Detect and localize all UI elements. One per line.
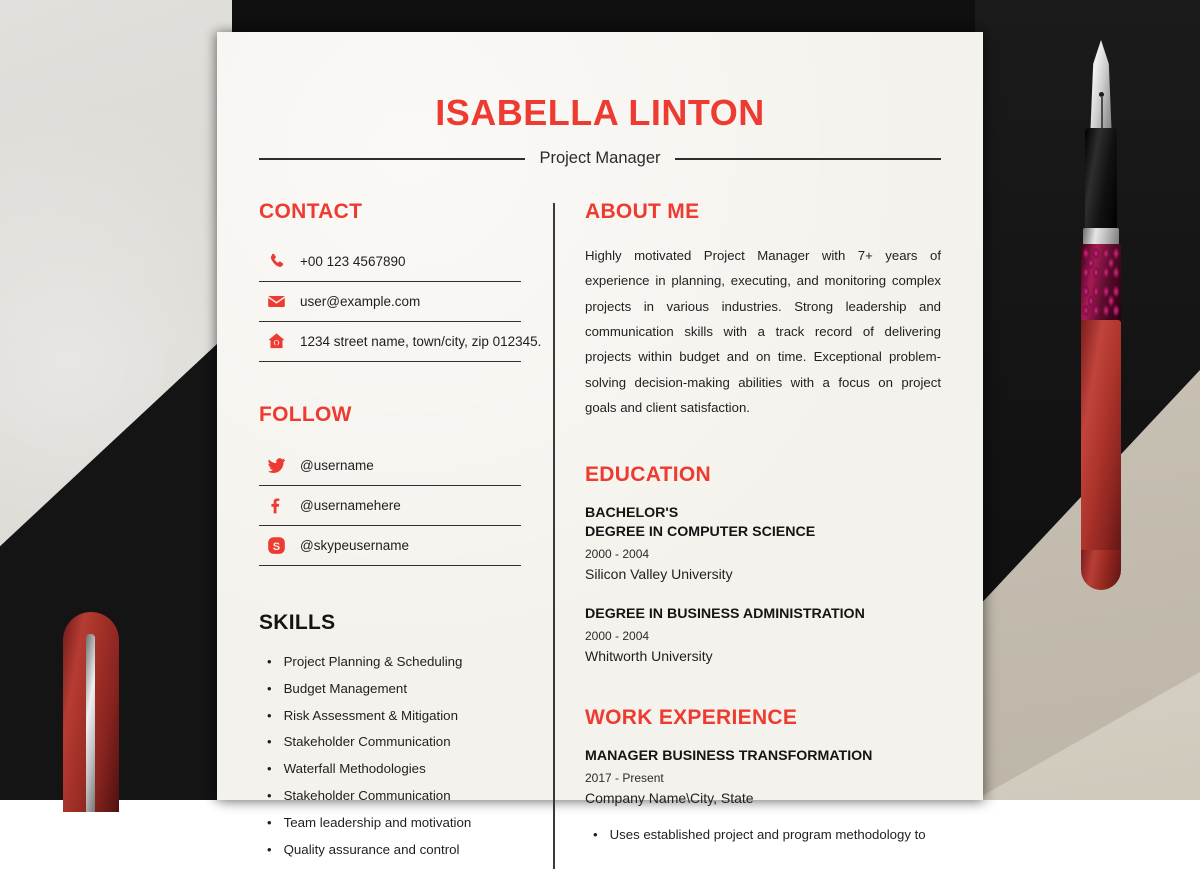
- follow-heading: FOLLOW: [259, 403, 352, 426]
- skill-label: Stakeholder Communication: [283, 787, 451, 803]
- education-entry-dates: 2000 - 2004: [585, 629, 650, 644]
- skype-icon: [267, 536, 286, 555]
- work-bullet: [585, 825, 941, 844]
- follow-value-skype: @skypeusername: [300, 537, 410, 553]
- work-entry-org: Company Name\City, State: [585, 789, 754, 806]
- skill-item: [259, 789, 521, 802]
- work-entries: [585, 747, 941, 844]
- pen-patterned-grip: [1081, 244, 1121, 322]
- skills-list: [259, 655, 521, 856]
- about-heading: ABOUT ME: [585, 200, 700, 223]
- pen-section: [1085, 128, 1117, 232]
- contact-heading: CONTACT: [259, 200, 363, 223]
- skill-item: [259, 682, 521, 695]
- email-icon: [267, 292, 286, 311]
- bullet-icon: •: [593, 827, 598, 843]
- skill-item: [259, 709, 521, 722]
- skill-label: Waterfall Methodologies: [283, 761, 426, 777]
- skill-item: [259, 843, 521, 856]
- about-text: Highly motivated Project Manager with 7+ years of experience in planning, executing, and monitoring complex projects in various industries. Strong leadership and communication skills with a track record of delivering projects within budget and on time. Exceptional problem-solving decision-making abilities with a focus on project goals and client satisfaction.: [585, 248, 941, 416]
- contact-value-email: user@example.com: [300, 293, 421, 309]
- about-section: [585, 201, 941, 420]
- bullet-icon: •: [267, 787, 272, 803]
- resume-page: [217, 32, 983, 857]
- address-icon: [267, 332, 286, 351]
- education-entry-org: Whitworth University: [585, 647, 713, 664]
- skills-heading: SKILLS: [259, 611, 336, 634]
- education-entry: [585, 605, 941, 664]
- bullet-icon: •: [267, 680, 272, 696]
- bullet-icon: •: [267, 761, 272, 777]
- skill-label: Budget Management: [283, 680, 408, 696]
- skill-item: [259, 655, 521, 668]
- pen-cap-left: [63, 612, 119, 812]
- work-heading: WORK EXPERIENCE: [585, 706, 798, 730]
- education-heading: EDUCATION: [585, 463, 711, 487]
- bullet-icon: •: [267, 841, 272, 857]
- education-entry-title: DEGREE IN BUSINESS ADMINISTRATION: [585, 606, 865, 623]
- contact-list: [259, 242, 542, 362]
- candidate-name: ISABELLA LINTON: [435, 92, 765, 133]
- resume-columns: [259, 201, 941, 869]
- education-entry-org: Silicon Valley University: [585, 565, 733, 582]
- title-rule-left: [259, 158, 525, 160]
- education-entry-title: BACHELOR'S DEGREE IN COMPUTER SCIENCE: [585, 505, 816, 541]
- follow-list: [259, 446, 521, 566]
- contact-row-email[interactable]: [259, 282, 521, 322]
- contact-row-address[interactable]: [259, 322, 542, 362]
- job-title: Project Manager: [539, 149, 661, 167]
- work-entry-title: MANAGER BUSINESS TRANSFORMATION: [585, 748, 873, 765]
- education-entries: [585, 504, 941, 664]
- pen-barrel-end: [1081, 550, 1121, 590]
- work-bullet-label: Uses established project and program methodology to: [609, 827, 926, 843]
- right-column: [555, 201, 941, 869]
- pen-nib-slit: [1101, 96, 1103, 132]
- contact-value-address: 1234 street name, town/city, zip 012345.: [300, 333, 542, 349]
- education-entry-dates: 2000 - 2004: [585, 547, 650, 562]
- skill-label: Stakeholder Communication: [283, 734, 451, 750]
- work-section: [585, 707, 941, 844]
- twitter-icon: [267, 456, 286, 475]
- follow-row-skype[interactable]: [259, 526, 521, 566]
- pen-barrel: [1081, 320, 1121, 580]
- skill-item: [259, 762, 521, 775]
- contact-value-phone: +00 123 4567890: [300, 253, 406, 269]
- job-title-row: [259, 149, 941, 168]
- work-entry: [585, 747, 941, 844]
- pen-cap-clip: [86, 634, 95, 812]
- skill-item: [259, 735, 521, 748]
- svg-text:S: S: [272, 540, 281, 553]
- skill-item: [259, 816, 521, 829]
- skill-label: Risk Assessment & Mitigation: [283, 707, 458, 723]
- bullet-icon: •: [267, 734, 272, 750]
- contact-section: [259, 200, 542, 362]
- follow-value-facebook: @usernamehere: [300, 497, 401, 513]
- education-section: [585, 464, 941, 664]
- facebook-icon: [267, 496, 286, 515]
- skill-label: Quality assurance and control: [283, 841, 460, 857]
- skills-section: [259, 612, 521, 856]
- fountain-pen-right: [1071, 40, 1131, 580]
- follow-row-twitter[interactable]: [259, 446, 521, 486]
- left-column: [259, 200, 542, 869]
- follow-value-twitter: @username: [300, 457, 374, 473]
- contact-row-phone[interactable]: [259, 242, 521, 282]
- follow-section: [259, 404, 521, 566]
- skill-label: Team leadership and motivation: [283, 814, 472, 830]
- phone-icon: [267, 252, 286, 271]
- skill-label: Project Planning & Scheduling: [283, 654, 463, 669]
- work-bullets: [585, 825, 941, 844]
- bullet-icon: •: [267, 707, 272, 723]
- education-entry: [585, 504, 941, 582]
- title-rule-right: [675, 158, 941, 160]
- bullet-icon: •: [267, 654, 272, 669]
- bullet-icon: •: [267, 814, 272, 830]
- follow-row-facebook[interactable]: [259, 486, 521, 526]
- work-entry-dates: 2017 - Present: [585, 771, 664, 786]
